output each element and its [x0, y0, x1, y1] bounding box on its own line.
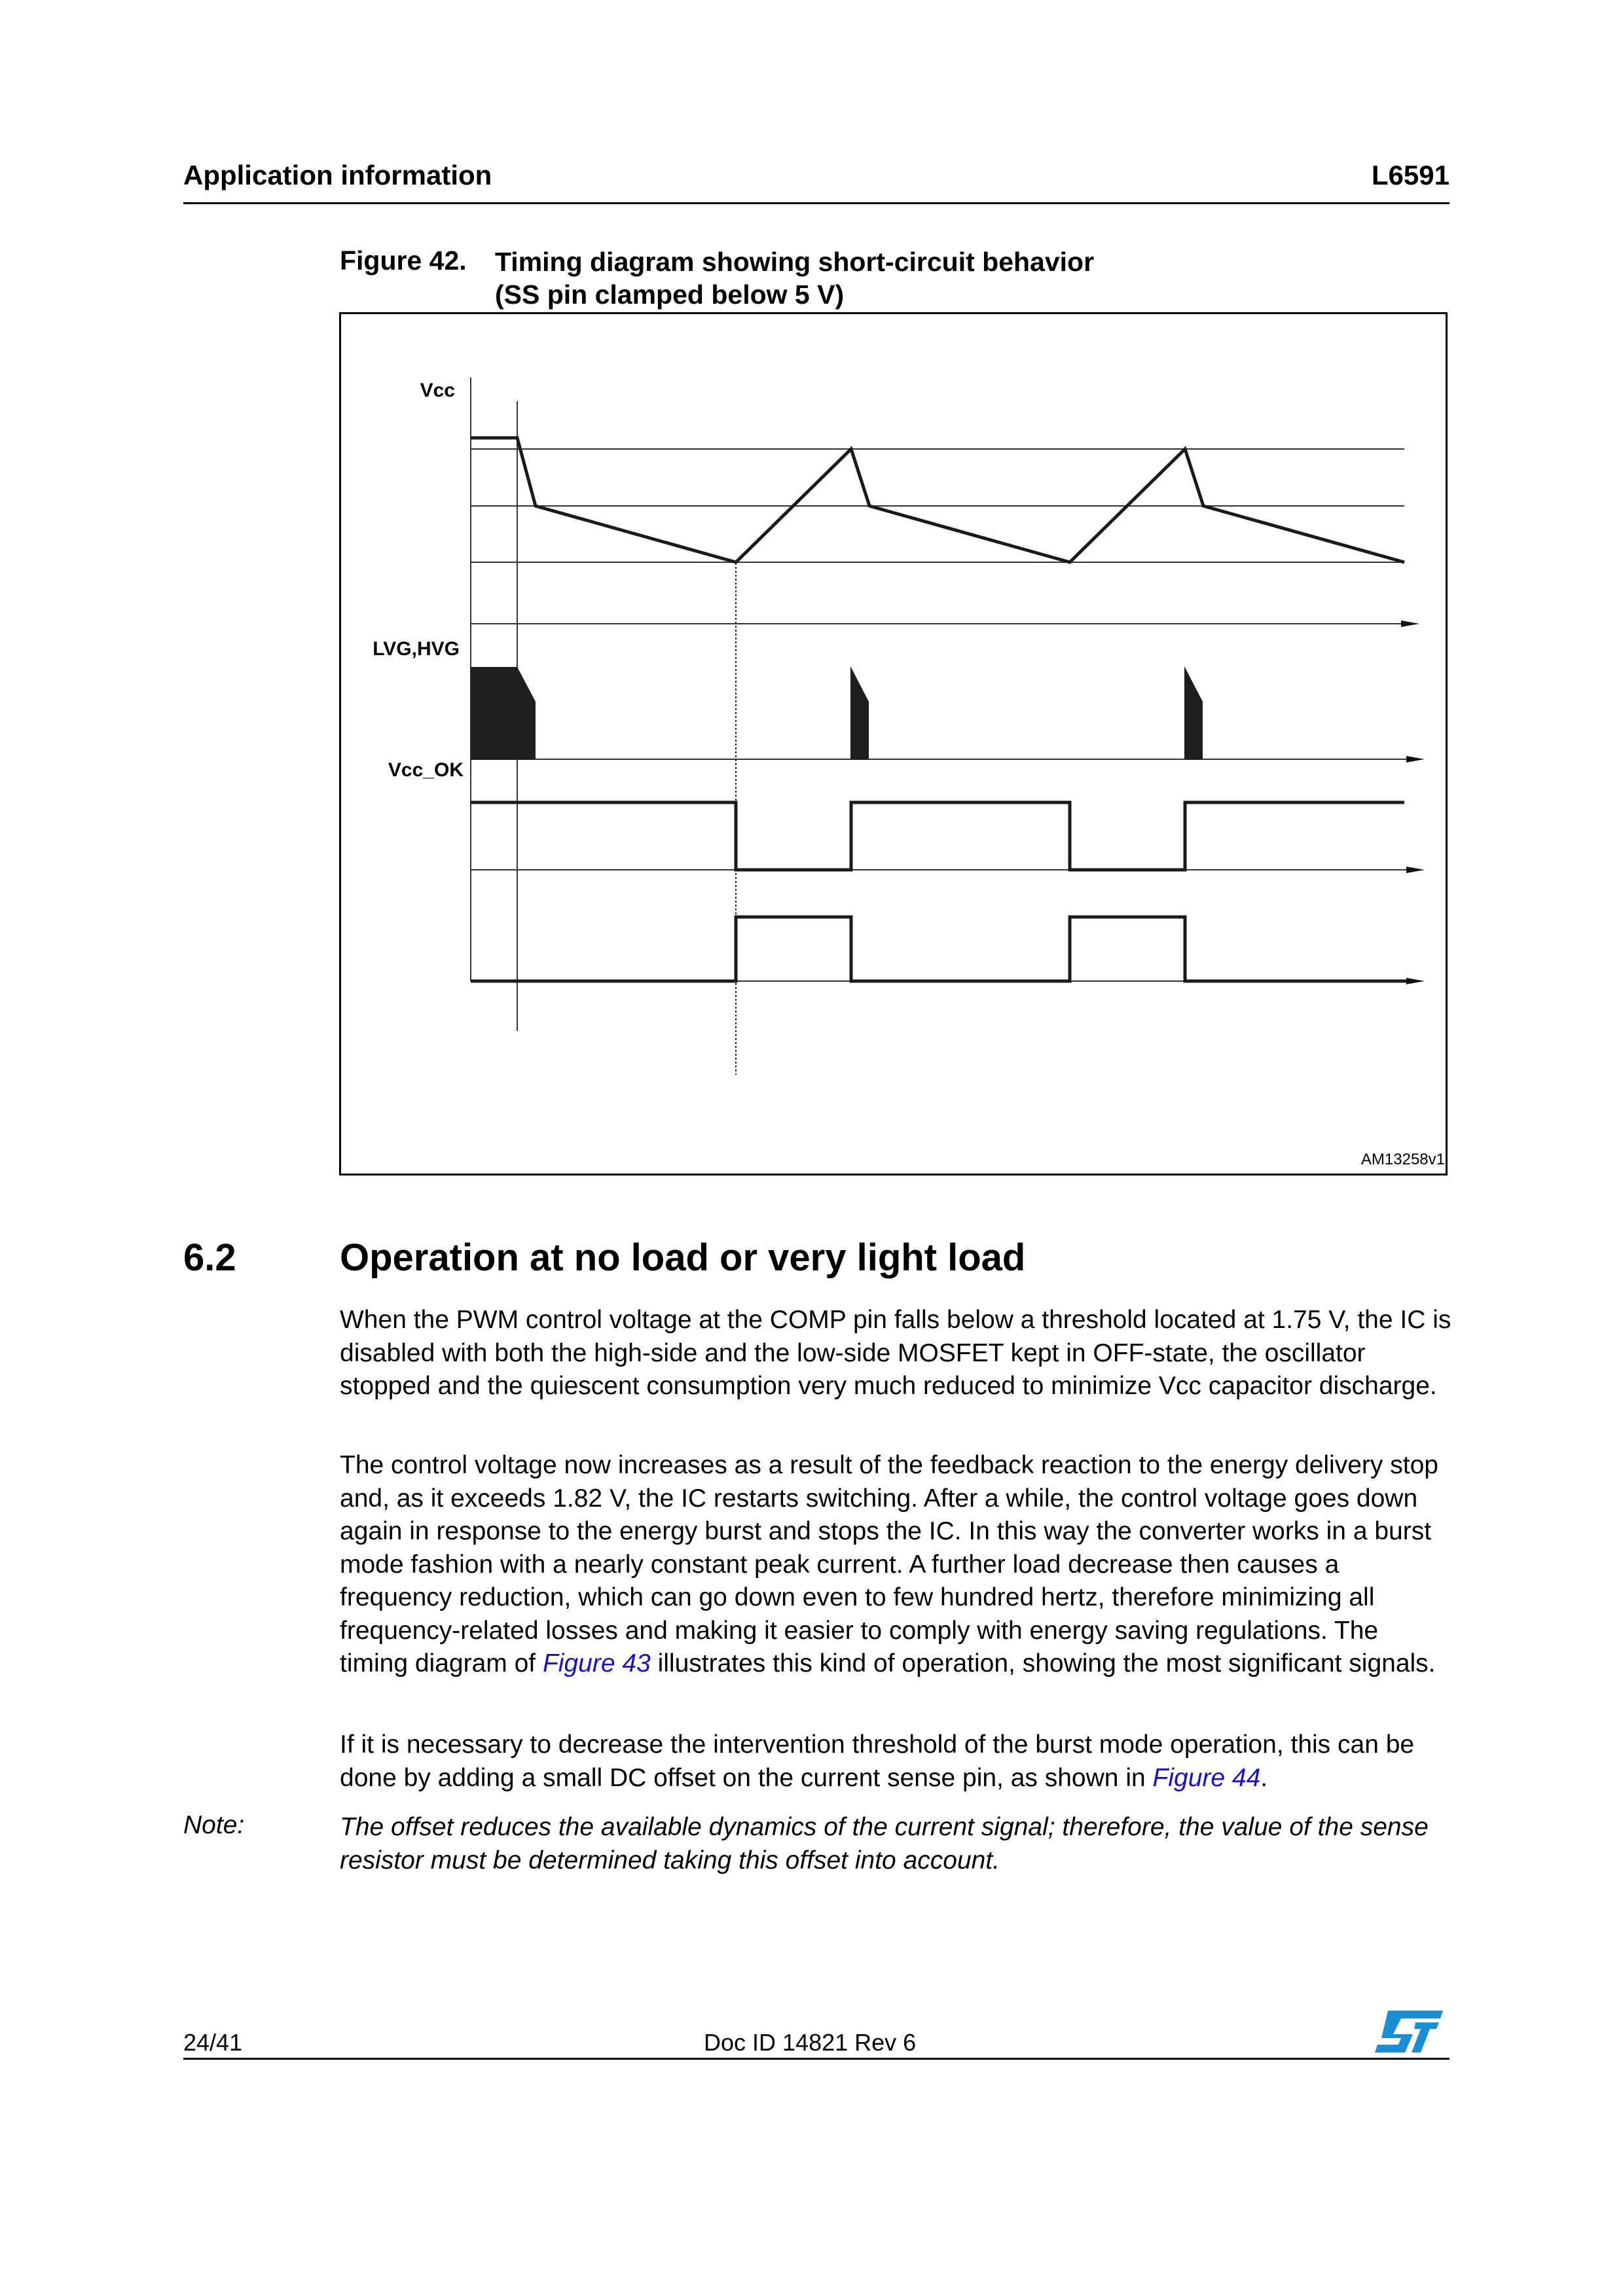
paragraph-1: When the PWM control voltage at the COMP pin falls below a threshold located at 1.75 V, the IC is disabled with both the high-side and the low-side MOSFET kept in OFF-state, the oscillator stopped and the quiescent consumption very much reduced to minimize Vcc capacitor discharge.	[340, 1306, 1451, 1400]
footer-doc-id: Doc ID 14821 Rev 6	[704, 2029, 917, 2056]
header-part-number: L6591	[1371, 160, 1450, 190]
gate-drive-pulses	[471, 666, 1203, 760]
paragraph-3-text: If it is necessary to decrease the intervention threshold of the burst mode operation, this can be done by adding a small DC offset on the current sense pin, as shown in	[340, 1731, 1415, 1792]
section-title: Operation at no load or very light load	[340, 1236, 1026, 1279]
paragraph-3	[340, 1729, 1453, 1795]
figure-title-line1: Timing diagram showing short-circuit behavior	[495, 247, 1095, 277]
signal-label-vcc: Vcc	[420, 380, 455, 401]
header-section-title: Application information	[183, 160, 492, 190]
paragraph-3-tail: .	[1260, 1763, 1268, 1792]
signal-label-lvg-hvg: LVG,HVG	[373, 638, 460, 660]
vcc-ok-waveform	[471, 802, 1404, 870]
footer-page-number: 24/41	[183, 2029, 243, 2056]
paragraph-2-tail: illustrates this kind of operation, showing the most significant signals.	[650, 1649, 1436, 1677]
figure-id: AM13258v1	[1360, 1151, 1445, 1168]
note-label: Note:	[183, 1811, 245, 1839]
grid-lines	[471, 378, 1404, 1031]
vcc-waveform	[471, 438, 1404, 562]
figure-number: Figure 42.	[340, 245, 467, 276]
note-text: The offset reduces the available dynamics of the current signal; therefore, the value of the sense resistor must be determined taking this offset into account.	[340, 1813, 1429, 1874]
fourth-waveform	[471, 917, 1408, 981]
axis-arrow-icons	[1401, 620, 1425, 984]
footer-rule	[183, 2058, 1450, 2060]
signal-label-vcc-ok: Vcc_OK	[388, 759, 464, 781]
figure-title-line2: (SS pin clamped below 5 V)	[495, 279, 845, 310]
figure-43-link[interactable]: Figure 43	[542, 1649, 651, 1677]
paragraph-2-text: The control voltage now increases as a result of the feedback reaction to the energy delivery stop and, as it exceeds 1.82 V, the IC restarts switching. After a while, the control voltage goes down again in response to the energy burst and stops the IC. In this way the converter works in a burst mode fashion with a nearly constant peak current. A further load decrease then causes a frequency reduction, which can go down even to few hundred hertz, therefore minimizing all frequency-related losses and making it easier to comply with energy saving regulations. The timing diagram of	[340, 1451, 1438, 1677]
paragraph-2	[340, 1449, 1453, 1681]
figure-44-link[interactable]: Figure 44	[1152, 1763, 1261, 1792]
section-number: 6.2	[183, 1236, 236, 1279]
st-logo-icon	[1375, 2009, 1443, 2054]
